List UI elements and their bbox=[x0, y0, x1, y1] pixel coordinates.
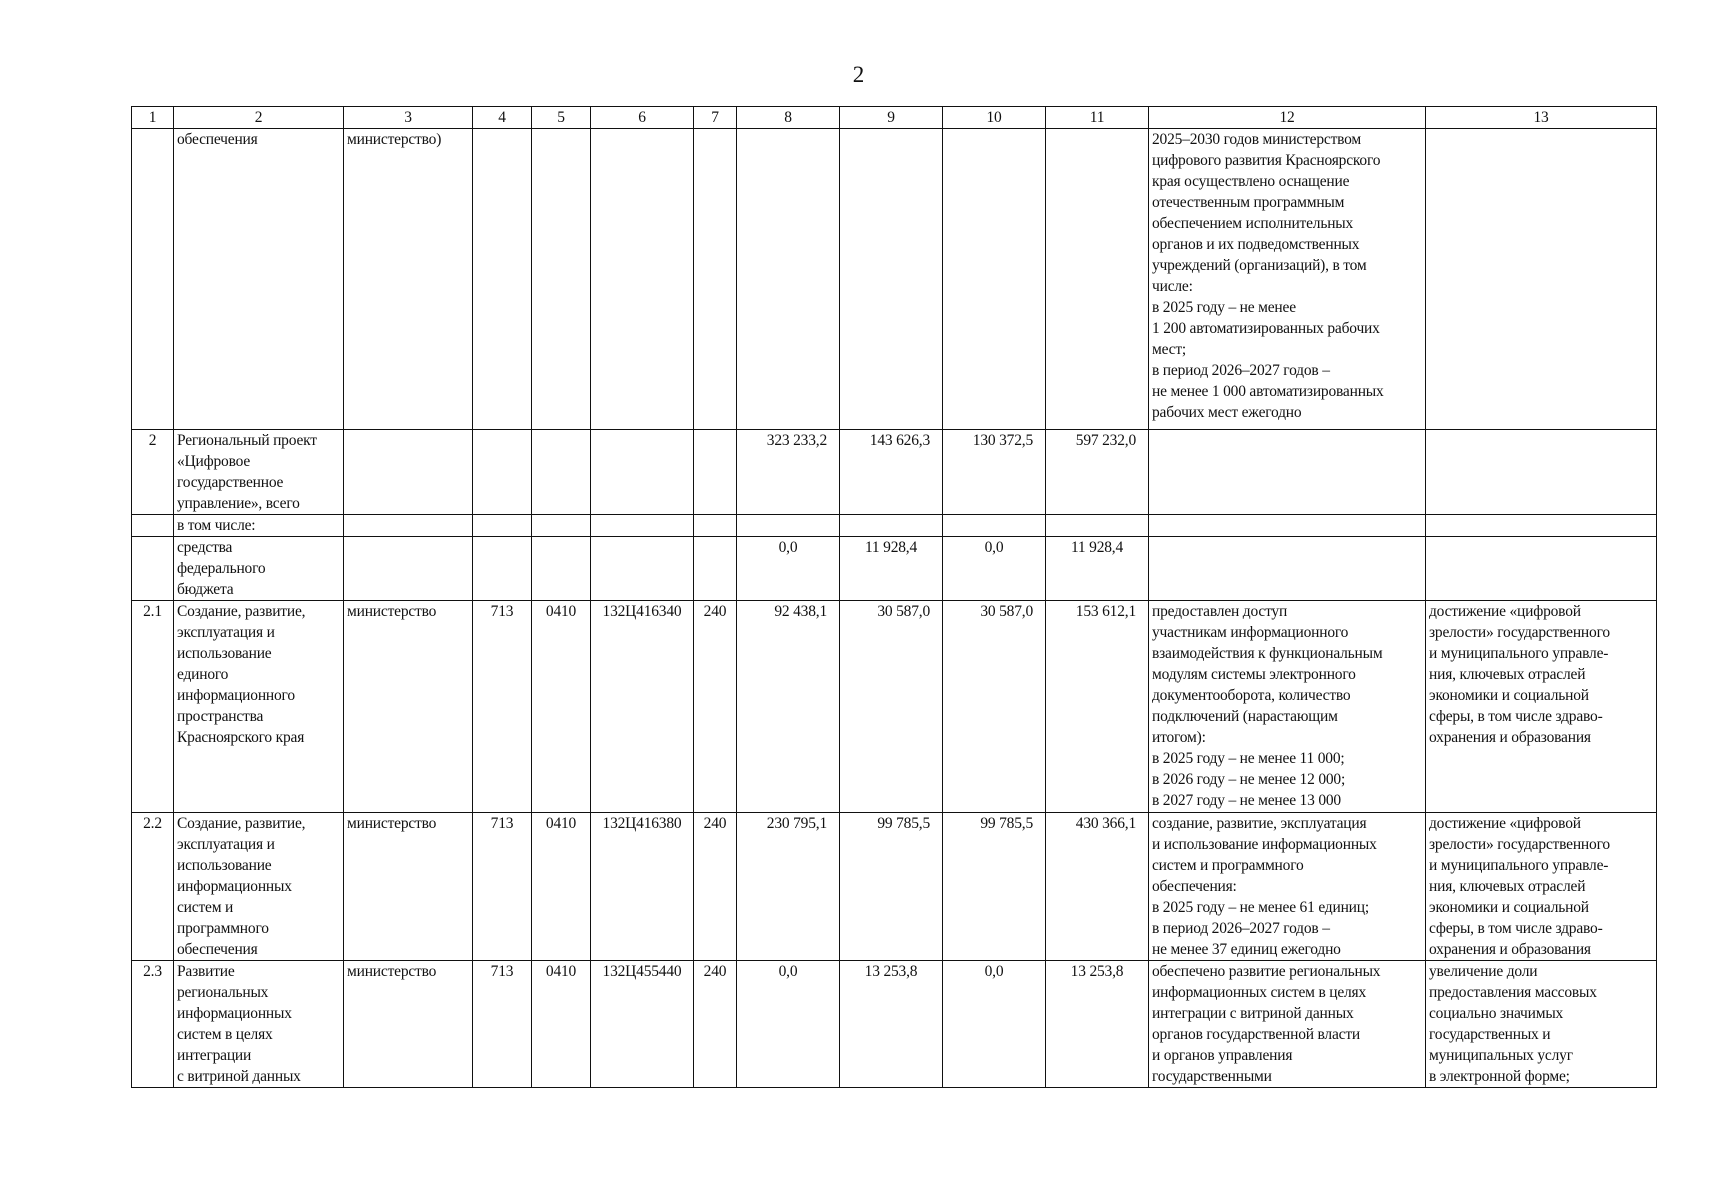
column-header: 13 bbox=[1426, 107, 1657, 129]
amount-cell: 0,0 bbox=[737, 961, 840, 1088]
column-header: 10 bbox=[943, 107, 1046, 129]
amount-cell: 153 612,1 bbox=[1046, 601, 1149, 813]
section-cell: 0410 bbox=[532, 601, 591, 813]
target-article-cell bbox=[591, 515, 694, 537]
table-row bbox=[132, 601, 1657, 813]
row-number-cell bbox=[132, 515, 174, 537]
column-header: 7 bbox=[694, 107, 737, 129]
executor-cell bbox=[344, 537, 473, 601]
expense-type-cell: 240 bbox=[694, 601, 737, 813]
row-number-cell: 2.2 bbox=[132, 813, 174, 961]
amount-cell bbox=[1046, 515, 1149, 537]
row-number-cell: 2.3 bbox=[132, 961, 174, 1088]
name-cell: обеспечения bbox=[174, 129, 344, 430]
amount-cell bbox=[840, 129, 943, 430]
code-cell bbox=[473, 537, 532, 601]
amount-cell: 30 587,0 bbox=[840, 601, 943, 813]
amount-cell bbox=[737, 515, 840, 537]
column-header: 2 bbox=[174, 107, 344, 129]
table-row bbox=[132, 813, 1657, 961]
amount-cell: 143 626,3 bbox=[840, 430, 943, 515]
amount-cell: 230 795,1 bbox=[737, 813, 840, 961]
expense-type-cell bbox=[694, 515, 737, 537]
executor-cell: министерство bbox=[344, 961, 473, 1088]
target-article-cell bbox=[591, 430, 694, 515]
result-cell: создание, развитие, эксплуатация и использование информационных систем и программного обеспечения: в 2025 году – не менее 61 единиц; в период 2026–2027 годов – не менее 37 единиц ежегодно bbox=[1149, 813, 1426, 961]
expense-type-cell bbox=[694, 430, 737, 515]
column-header: 1 bbox=[132, 107, 174, 129]
amount-cell: 0,0 bbox=[943, 537, 1046, 601]
code-cell bbox=[473, 515, 532, 537]
amount-cell bbox=[737, 129, 840, 430]
amount-cell: 30 587,0 bbox=[943, 601, 1046, 813]
amount-cell: 13 253,8 bbox=[1046, 961, 1149, 1088]
amount-cell: 13 253,8 bbox=[840, 961, 943, 1088]
table-row bbox=[132, 430, 1657, 515]
column-header: 12 bbox=[1149, 107, 1426, 129]
target-article-cell bbox=[591, 129, 694, 430]
result-cell bbox=[1149, 537, 1426, 601]
expense-type-cell: 240 bbox=[694, 813, 737, 961]
column-header: 9 bbox=[840, 107, 943, 129]
amount-cell: 11 928,4 bbox=[840, 537, 943, 601]
table-row bbox=[132, 961, 1657, 1088]
executor-cell: министерство) bbox=[344, 129, 473, 430]
code-cell: 713 bbox=[473, 601, 532, 813]
name-cell: Региональный проект «Цифровое государственное управление», всего bbox=[174, 430, 344, 515]
amount-cell: 99 785,5 bbox=[943, 813, 1046, 961]
goal-cell bbox=[1426, 537, 1657, 601]
goal-cell bbox=[1426, 129, 1657, 430]
code-cell bbox=[473, 129, 532, 430]
amount-cell: 0,0 bbox=[943, 961, 1046, 1088]
amount-cell bbox=[943, 515, 1046, 537]
code-cell: 713 bbox=[473, 813, 532, 961]
table-row bbox=[132, 537, 1657, 601]
executor-cell bbox=[344, 430, 473, 515]
name-cell: Создание, развитие, эксплуатация и использование информационных систем и программного обеспечения bbox=[174, 813, 344, 961]
goal-cell: увеличение доли предоставления массовых социально значимых государственных и муниципальных услуг в электронной форме; bbox=[1426, 961, 1657, 1088]
name-cell: средства федерального бюджета bbox=[174, 537, 344, 601]
goal-cell bbox=[1426, 430, 1657, 515]
code-cell bbox=[473, 430, 532, 515]
section-cell: 0410 bbox=[532, 813, 591, 961]
name-cell: в том числе: bbox=[174, 515, 344, 537]
target-article-cell bbox=[591, 537, 694, 601]
amount-cell: 130 372,5 bbox=[943, 430, 1046, 515]
amount-cell: 597 232,0 bbox=[1046, 430, 1149, 515]
amount-cell: 11 928,4 bbox=[1046, 537, 1149, 601]
header-row bbox=[132, 107, 1657, 129]
code-cell: 713 bbox=[473, 961, 532, 1088]
goal-cell: достижение «цифровой зрелости» государственного и муниципального управле- ния, ключевых отраслей экономики и социальной сферы, в том числе здраво- охранения и образования bbox=[1426, 601, 1657, 813]
column-header: 5 bbox=[532, 107, 591, 129]
amount-cell: 430 366,1 bbox=[1046, 813, 1149, 961]
row-number-cell bbox=[132, 537, 174, 601]
expense-type-cell bbox=[694, 129, 737, 430]
section-cell: 0410 bbox=[532, 961, 591, 1088]
result-cell bbox=[1149, 515, 1426, 537]
result-cell: предоставлен доступ участникам информационного взаимодействия к функциональным модулям системы электронного документооборота, количество подключений (нарастающим итогом): в 2025 году – не менее 11 000; в 2026 году – не менее 12 000; в 2027 году – не менее 13 000 bbox=[1149, 601, 1426, 813]
column-header: 4 bbox=[473, 107, 532, 129]
target-article-cell: 132Ц416380 bbox=[591, 813, 694, 961]
amount-cell: 323 233,2 bbox=[737, 430, 840, 515]
row-number-cell: 2.1 bbox=[132, 601, 174, 813]
row-number-cell bbox=[132, 129, 174, 430]
column-header: 6 bbox=[591, 107, 694, 129]
amount-cell: 99 785,5 bbox=[840, 813, 943, 961]
result-cell bbox=[1149, 430, 1426, 515]
table-row bbox=[132, 515, 1657, 537]
name-cell: Создание, развитие, эксплуатация и использование единого информационного пространства Красноярского края bbox=[174, 601, 344, 813]
row-number-cell: 2 bbox=[132, 430, 174, 515]
budget-table bbox=[131, 106, 1657, 1088]
target-article-cell: 132Ц416340 bbox=[591, 601, 694, 813]
amount-cell: 92 438,1 bbox=[737, 601, 840, 813]
column-header: 3 bbox=[344, 107, 473, 129]
table-row bbox=[132, 129, 1657, 430]
amount-cell bbox=[1046, 129, 1149, 430]
column-header: 8 bbox=[737, 107, 840, 129]
section-cell bbox=[532, 515, 591, 537]
goal-cell: достижение «цифровой зрелости» государственного и муниципального управле- ния, ключевых отраслей экономики и социальной сферы, в том числе здраво- охранения и образования bbox=[1426, 813, 1657, 961]
section-cell bbox=[532, 430, 591, 515]
section-cell bbox=[532, 129, 591, 430]
executor-cell: министерство bbox=[344, 601, 473, 813]
page-number: 2 bbox=[852, 62, 865, 87]
amount-cell bbox=[943, 129, 1046, 430]
column-header: 11 bbox=[1046, 107, 1149, 129]
expense-type-cell: 240 bbox=[694, 961, 737, 1088]
target-article-cell: 132Ц455440 bbox=[591, 961, 694, 1088]
section-cell bbox=[532, 537, 591, 601]
result-cell: 2025–2030 годов министерством цифрового развития Красноярского края осуществлено оснащение отечественным программным обеспечением исполнительных органов и их подведомственных учреждений (организаций), в том числе: в 2025 году – не менее 1 200 автоматизированных рабочих мест; в период 2026–2027 годов – не менее 1 000 автоматизированных рабочих мест ежегодно bbox=[1149, 129, 1426, 430]
executor-cell: министерство bbox=[344, 813, 473, 961]
expense-type-cell bbox=[694, 537, 737, 601]
result-cell: обеспечено развитие региональных информационных систем в целях интеграции с витриной данных органов государственной власти и органов управления государственными bbox=[1149, 961, 1426, 1088]
amount-cell: 0,0 bbox=[737, 537, 840, 601]
goal-cell bbox=[1426, 515, 1657, 537]
executor-cell bbox=[344, 515, 473, 537]
name-cell: Развитие региональных информационных систем в целях интеграции с витриной данных bbox=[174, 961, 344, 1088]
amount-cell bbox=[840, 515, 943, 537]
